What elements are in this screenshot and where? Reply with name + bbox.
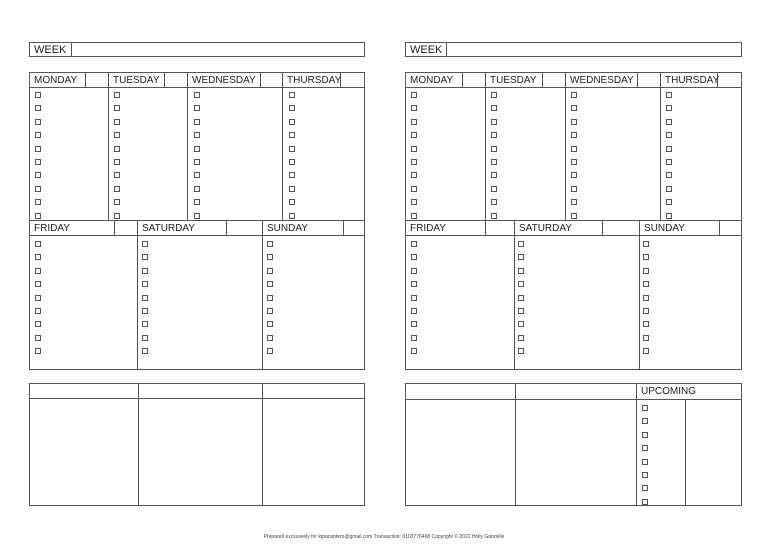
task-checkbox[interactable] xyxy=(491,159,497,165)
right-saturday-header: SATURDAY xyxy=(519,223,572,234)
task-checkbox[interactable] xyxy=(411,281,417,287)
task-checkbox[interactable] xyxy=(491,119,497,125)
task-checkbox[interactable] xyxy=(666,146,672,152)
left-wednesday-header: WEDNESDAY xyxy=(192,75,256,86)
right-week-bar xyxy=(405,42,742,57)
task-checkbox[interactable] xyxy=(642,405,648,411)
upcoming-header: UPCOMING xyxy=(641,386,696,397)
task-checkbox[interactable] xyxy=(411,268,417,274)
task-checkbox[interactable] xyxy=(666,172,672,178)
task-checkbox[interactable] xyxy=(643,335,649,341)
task-checkbox[interactable] xyxy=(518,268,524,274)
task-checkbox[interactable] xyxy=(411,186,417,192)
left-week-label: WEEK xyxy=(34,44,67,56)
task-checkbox[interactable] xyxy=(491,172,497,178)
right-friday-header: FRIDAY xyxy=(410,223,446,234)
task-checkbox[interactable] xyxy=(571,159,577,165)
task-checkbox[interactable] xyxy=(666,186,672,192)
task-checkbox[interactable] xyxy=(642,499,648,505)
task-checkbox[interactable] xyxy=(411,172,417,178)
task-checkbox[interactable] xyxy=(518,308,524,314)
task-checkbox[interactable] xyxy=(571,146,577,152)
left-monday-header: MONDAY xyxy=(34,75,78,86)
task-checkbox[interactable] xyxy=(643,295,649,301)
task-checkbox[interactable] xyxy=(571,105,577,111)
task-checkbox[interactable] xyxy=(518,335,524,341)
task-checkbox[interactable] xyxy=(571,186,577,192)
right-wednesday-header: WEDNESDAY xyxy=(570,75,634,86)
task-checkbox[interactable] xyxy=(411,132,417,138)
task-checkbox[interactable] xyxy=(642,472,648,478)
left-friday-header: FRIDAY xyxy=(34,223,70,234)
right-thursday-header: THURSDAY xyxy=(665,75,720,86)
task-checkbox[interactable] xyxy=(666,213,672,219)
task-checkbox[interactable] xyxy=(571,119,577,125)
task-checkbox[interactable] xyxy=(518,321,524,327)
right-mon-thu-block xyxy=(405,72,742,221)
task-checkbox[interactable] xyxy=(491,186,497,192)
task-checkbox[interactable] xyxy=(666,199,672,205)
task-checkbox[interactable] xyxy=(411,146,417,152)
task-checkbox[interactable] xyxy=(411,213,417,219)
right-tuesday-header: TUESDAY xyxy=(490,75,537,86)
task-checkbox[interactable] xyxy=(491,146,497,152)
task-checkbox[interactable] xyxy=(411,199,417,205)
task-checkbox[interactable] xyxy=(642,459,648,465)
right-week-field[interactable] xyxy=(447,43,741,56)
copyright-footer: Prepared exclusively for ktpacantern@gmail.com Transaction: 0103776468 Copyright © 2022 Holly Gabrielle xyxy=(263,534,505,540)
task-checkbox[interactable] xyxy=(666,132,672,138)
task-checkbox[interactable] xyxy=(411,241,417,247)
right-monday-header: MONDAY xyxy=(410,75,454,86)
task-checkbox[interactable] xyxy=(411,119,417,125)
task-checkbox[interactable] xyxy=(571,92,577,98)
task-checkbox[interactable] xyxy=(666,92,672,98)
task-checkbox[interactable] xyxy=(411,295,417,301)
task-checkbox[interactable] xyxy=(491,132,497,138)
task-checkbox[interactable] xyxy=(666,105,672,111)
task-checkbox[interactable] xyxy=(518,348,524,354)
task-checkbox[interactable] xyxy=(642,485,648,491)
task-checkbox[interactable] xyxy=(491,199,497,205)
left-thursday-header: THURSDAY xyxy=(287,75,342,86)
task-checkbox[interactable] xyxy=(518,281,524,287)
task-checkbox[interactable] xyxy=(643,241,649,247)
task-checkbox[interactable] xyxy=(411,254,417,260)
task-checkbox[interactable] xyxy=(411,159,417,165)
task-checkbox[interactable] xyxy=(642,445,648,451)
task-checkbox[interactable] xyxy=(642,432,648,438)
task-checkbox[interactable] xyxy=(491,92,497,98)
task-checkbox[interactable] xyxy=(642,418,648,424)
task-checkbox[interactable] xyxy=(643,308,649,314)
task-checkbox[interactable] xyxy=(411,321,417,327)
task-checkbox[interactable] xyxy=(643,348,649,354)
task-checkbox[interactable] xyxy=(571,199,577,205)
task-checkbox[interactable] xyxy=(643,268,649,274)
task-checkbox[interactable] xyxy=(411,92,417,98)
left-sunday-header: SUNDAY xyxy=(267,223,308,234)
task-checkbox[interactable] xyxy=(411,335,417,341)
task-checkbox[interactable] xyxy=(571,213,577,219)
task-checkbox[interactable] xyxy=(643,321,649,327)
right-notes-block xyxy=(405,383,742,506)
task-checkbox[interactable] xyxy=(411,105,417,111)
right-sunday-header: SUNDAY xyxy=(644,223,685,234)
task-checkbox[interactable] xyxy=(518,241,524,247)
task-checkbox[interactable] xyxy=(571,132,577,138)
task-checkbox[interactable] xyxy=(491,213,497,219)
right-week-label: WEEK xyxy=(410,44,443,56)
task-checkbox[interactable] xyxy=(411,308,417,314)
left-tuesday-header: TUESDAY xyxy=(113,75,160,86)
task-checkbox[interactable] xyxy=(411,348,417,354)
task-checkbox[interactable] xyxy=(518,295,524,301)
task-checkbox[interactable] xyxy=(571,172,577,178)
left-saturday-header: SATURDAY xyxy=(142,223,195,234)
task-checkbox[interactable] xyxy=(643,254,649,260)
task-checkbox[interactable] xyxy=(666,119,672,125)
right-fri-sun-block xyxy=(405,220,742,370)
task-checkbox[interactable] xyxy=(666,159,672,165)
task-checkbox[interactable] xyxy=(491,105,497,111)
task-checkbox[interactable] xyxy=(518,254,524,260)
task-checkbox[interactable] xyxy=(643,281,649,287)
